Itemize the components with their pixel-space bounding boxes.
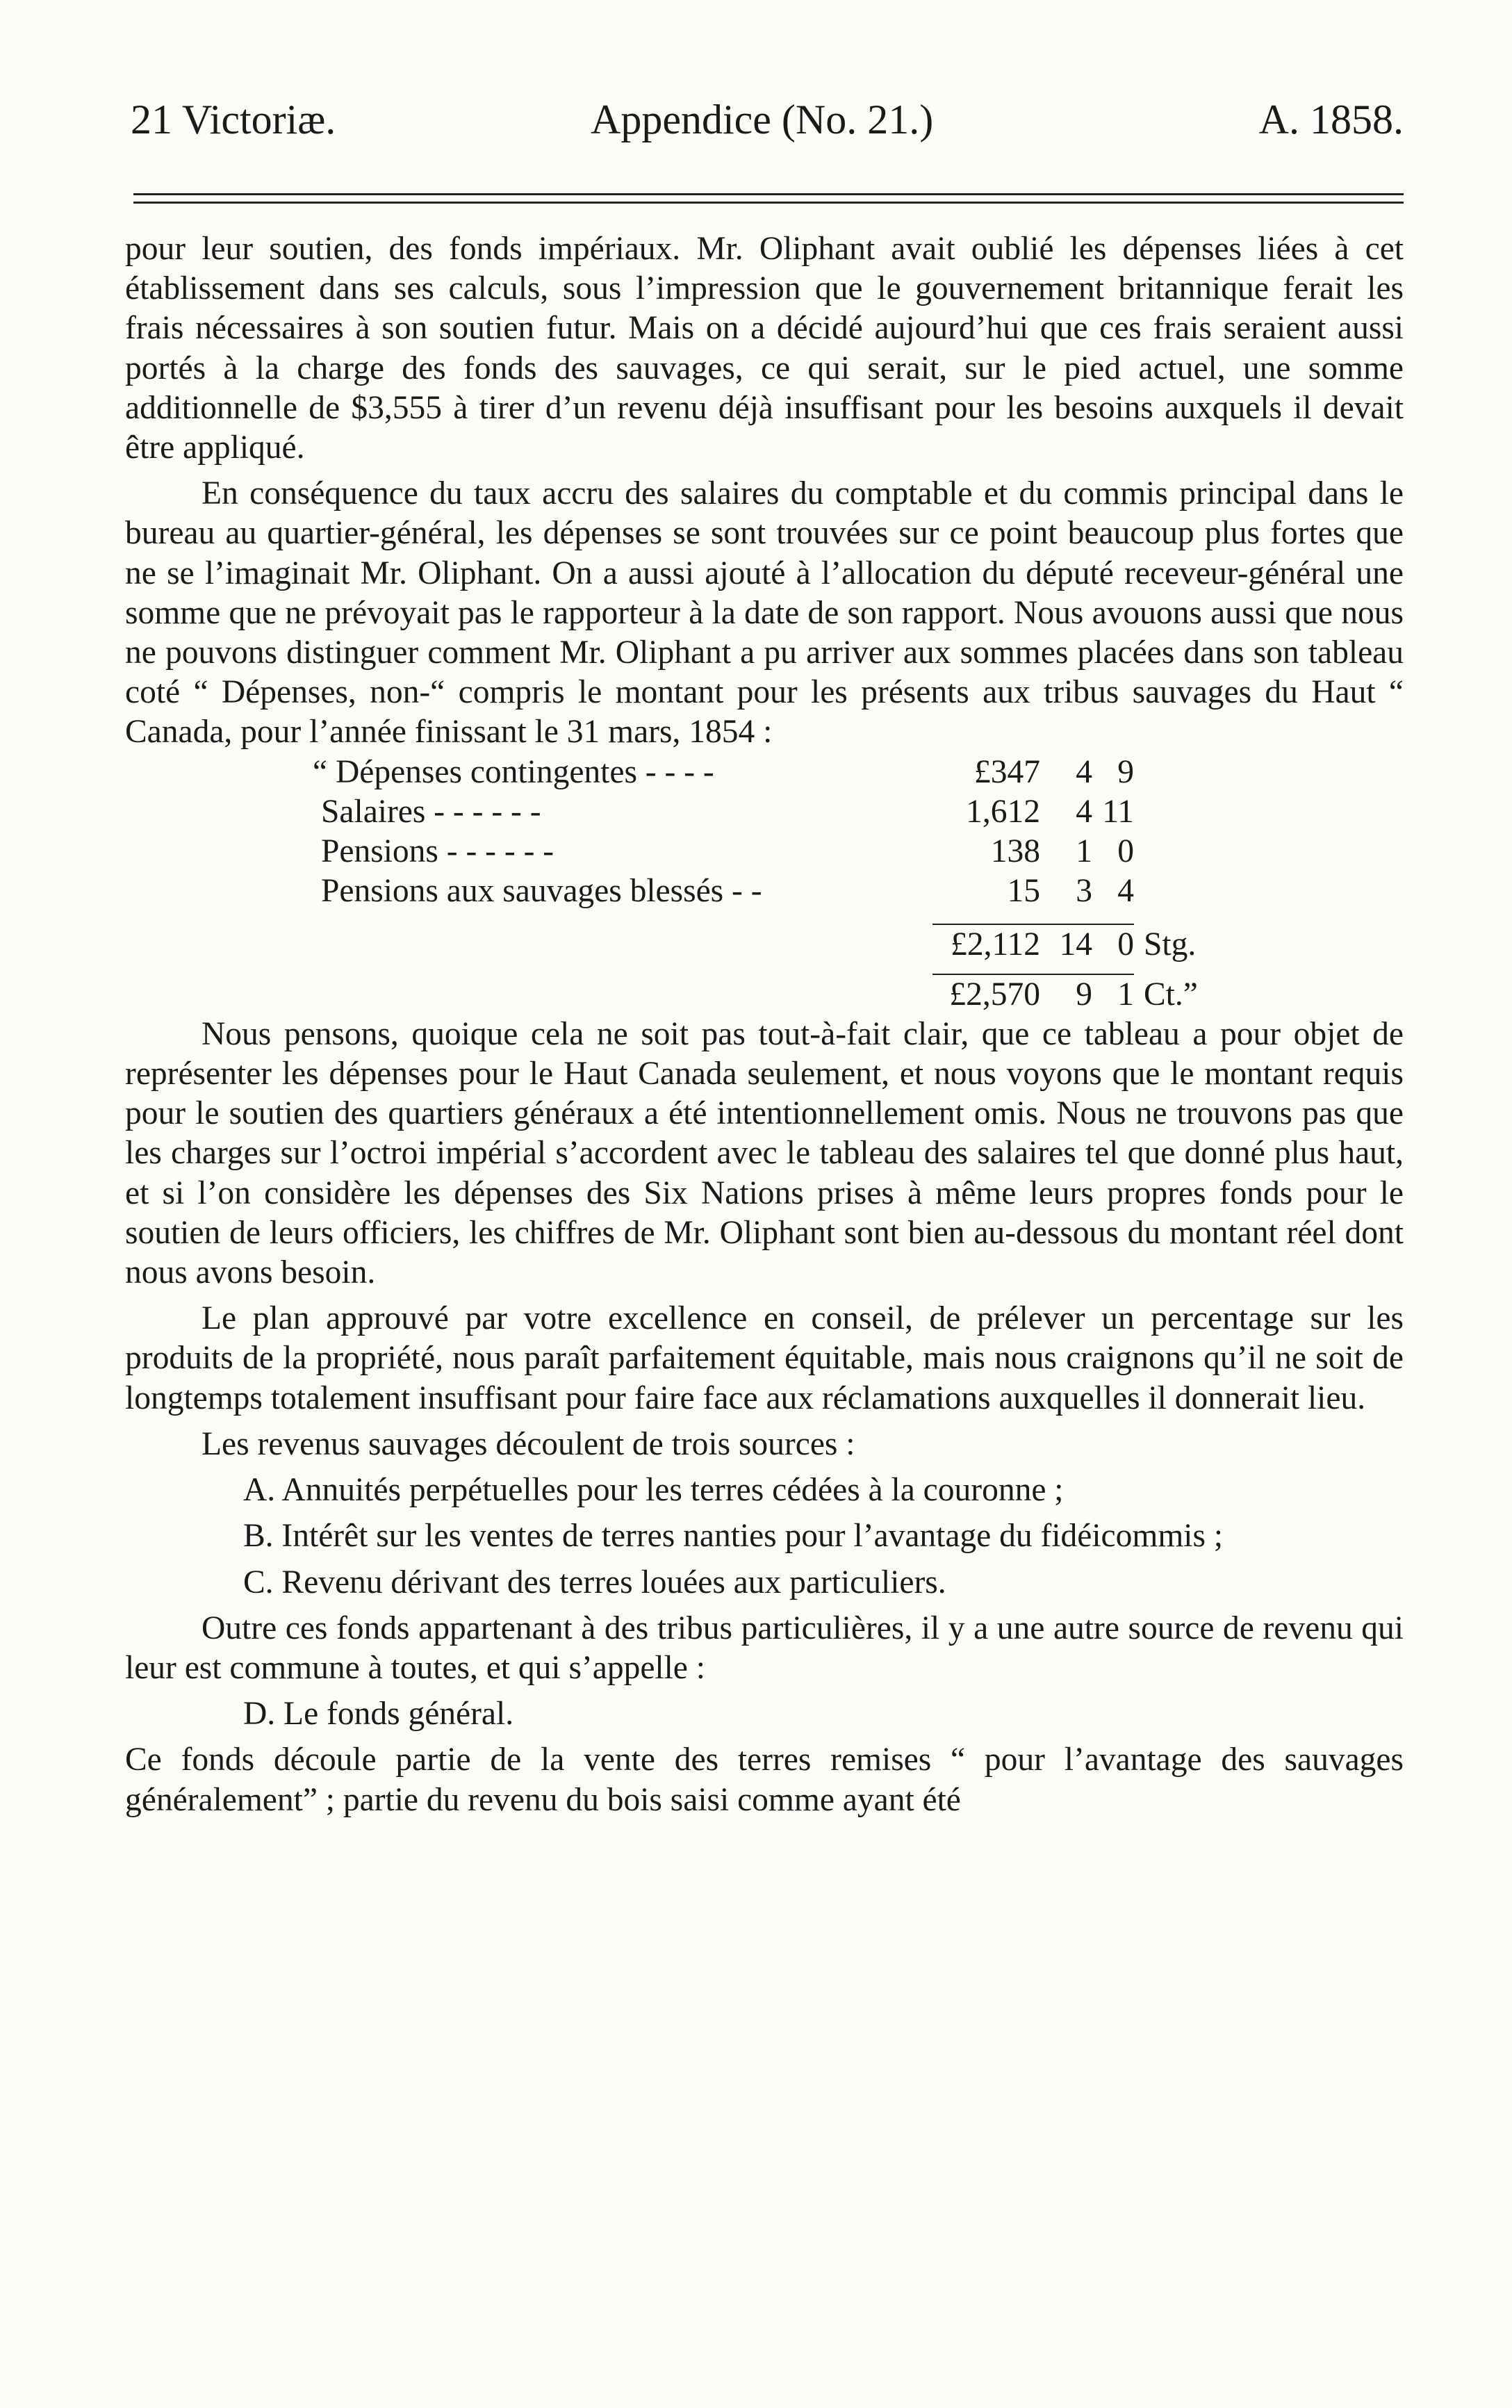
row-shillings: 1 <box>1076 833 1092 870</box>
row-label: “ Dépenses contingentes - - - - <box>313 753 714 790</box>
row-shillings: 4 <box>1076 753 1092 790</box>
total-ct-unit: Ct.” <box>1144 976 1198 1013</box>
row-label: Pensions aux sauvages blessés - - <box>321 873 762 910</box>
total-rule <box>1040 924 1092 925</box>
paragraph-general-fund: Ce fonds découle partie de la vente des terres remises “ pour l’avantage des sauvages généralement” ; partie du revenu du bois saisi comme ayant été <box>125 1742 1404 1818</box>
row-label: Pensions - - - - - - <box>321 833 554 870</box>
paragraph-salaries: En conséquence du taux accru des salaires du comptable et du commis principal dans le bureau au quartier-général, les dépenses se sont trouvées sur ce point beaucoup plus fortes que ne se l’imaginait Mr. Oliphant. On a aussi ajouté à l’allocation du député receveur-général une somme que ne prévoyait pas le rapporteur à la date de son rapport. Nous avouons aussi que nous ne pouvons distinguer comment Mr. Oliphant a pu arriver aux sommes placées dans son tableau coté “ Dépenses, non-“ compris le montant pour les présents aux tribus sauvages du Haut “ Canada, pour l’année finissant le 31 mars, 1854 : <box>125 475 1404 751</box>
header-rule-top <box>133 193 1404 195</box>
total-rule <box>1092 974 1134 975</box>
table-row <box>313 753 1198 792</box>
total-ct-pence: 1 <box>1117 976 1134 1013</box>
row-pence: 0 <box>1117 833 1134 870</box>
total-ct-pounds: £2,570 <box>949 976 1040 1013</box>
table-row <box>313 871 1198 911</box>
row-pence: 11 <box>1102 793 1134 830</box>
paragraph-revenue-sources: Les revenus sauvages découlent de trois sources : <box>202 1425 855 1462</box>
table-row <box>313 792 1198 832</box>
paragraph-continuation: pour leur soutien, des fonds impériaux. Mr. Oliphant avait oublié les dépenses liées à cet établissement dans ses calculs, sous l’impression que le gouvernement britannique ferait les frais nécessaires à son soutien futur. Mais on a décidé aujourd’hui que ces frais seraient aussi portés à la charge des fonds des sauvages, ce qui serait, sur le pied actuel, une somme additionnelle de $3,555 à tirer d’un revenu déjà insuffisant pour les besoins auxquels il devait être appliqué. <box>125 231 1404 466</box>
header-appendix: Appendice (No. 21.) <box>591 97 934 142</box>
row-pence: 4 <box>1117 873 1134 910</box>
body-text <box>125 229 1404 1820</box>
list-item-b: B. Intérêt sur les ventes de terres nanties pour l’avantage du fidéicommis ; <box>243 1518 1224 1555</box>
running-header <box>125 96 1404 151</box>
total-stg-unit: Stg. <box>1144 926 1197 963</box>
row-pounds: 138 <box>990 833 1040 870</box>
total-rule <box>1040 974 1092 975</box>
paragraph-table-comment: Nous pensons, quoique cela ne soit pas tout-à-fait clair, que ce tableau a pour objet de représenter les dépenses pour le Haut Canada seulement, et nous voyons que le montant requis pour le soutien des quartiers généraux a été intentionnellement omis. Nous ne trouvons pas que les charges sur l’octroi impérial s’accordent avec le tableau des salaires tel que donné plus haut, et si l’on considère les dépenses des Six Nations prises à même leurs propres fonds pour le soutien de leurs officiers, les chiffres de Mr. Oliphant sont bien au-dessous du montant réel dont nous avons besoin. <box>125 1015 1404 1291</box>
list-item-a: A. Annuités perpétuelles pour les terres cédées à la couronne ; <box>243 1472 1064 1509</box>
paragraph-other-fund: Outre ces fonds appartenant à des tribus particulières, il y a une autre source de revenu qui leur est commune à toutes, et qui s’appelle : <box>125 1610 1404 1686</box>
header-rule-bottom <box>133 202 1404 204</box>
row-pence: 9 <box>1117 753 1134 790</box>
row-shillings: 3 <box>1076 873 1092 910</box>
table-row <box>313 832 1198 871</box>
header-session: 21 Victoriæ. <box>131 97 336 142</box>
list-item-d: D. Le fonds général. <box>243 1696 514 1733</box>
total-stg-pounds: £2,112 <box>951 926 1040 963</box>
total-rule <box>1092 924 1134 925</box>
total-row-sterling <box>313 911 1198 965</box>
row-pounds: £347 <box>974 753 1040 790</box>
total-stg-pence: 0 <box>1117 926 1134 963</box>
paragraph-percentage-plan: Le plan approuvé par votre excellence en conseil, de prélever un percentage sur les produits de la propriété, nous paraît parfaitement équitable, mais nous craignons qu’il ne soit de longtemps totalement insuffisant pour faire face aux réclamations auxquelles il donnerait lieu. <box>125 1300 1404 1416</box>
header-year: A. 1858. <box>1258 97 1404 142</box>
total-stg-shillings: 14 <box>1059 926 1092 963</box>
total-row-currency <box>313 965 1198 1015</box>
row-shillings: 4 <box>1076 793 1092 830</box>
total-rule <box>932 924 1040 925</box>
row-pounds: 1,612 <box>966 793 1040 830</box>
total-rule <box>932 974 1040 975</box>
row-label: Salaires - - - - - - <box>321 793 541 830</box>
expenses-table <box>313 753 1198 1015</box>
row-pounds: 15 <box>1007 873 1040 910</box>
total-ct-shillings: 9 <box>1076 976 1092 1013</box>
list-item-c: C. Revenu dérivant des terres louées aux particuliers. <box>243 1564 946 1600</box>
